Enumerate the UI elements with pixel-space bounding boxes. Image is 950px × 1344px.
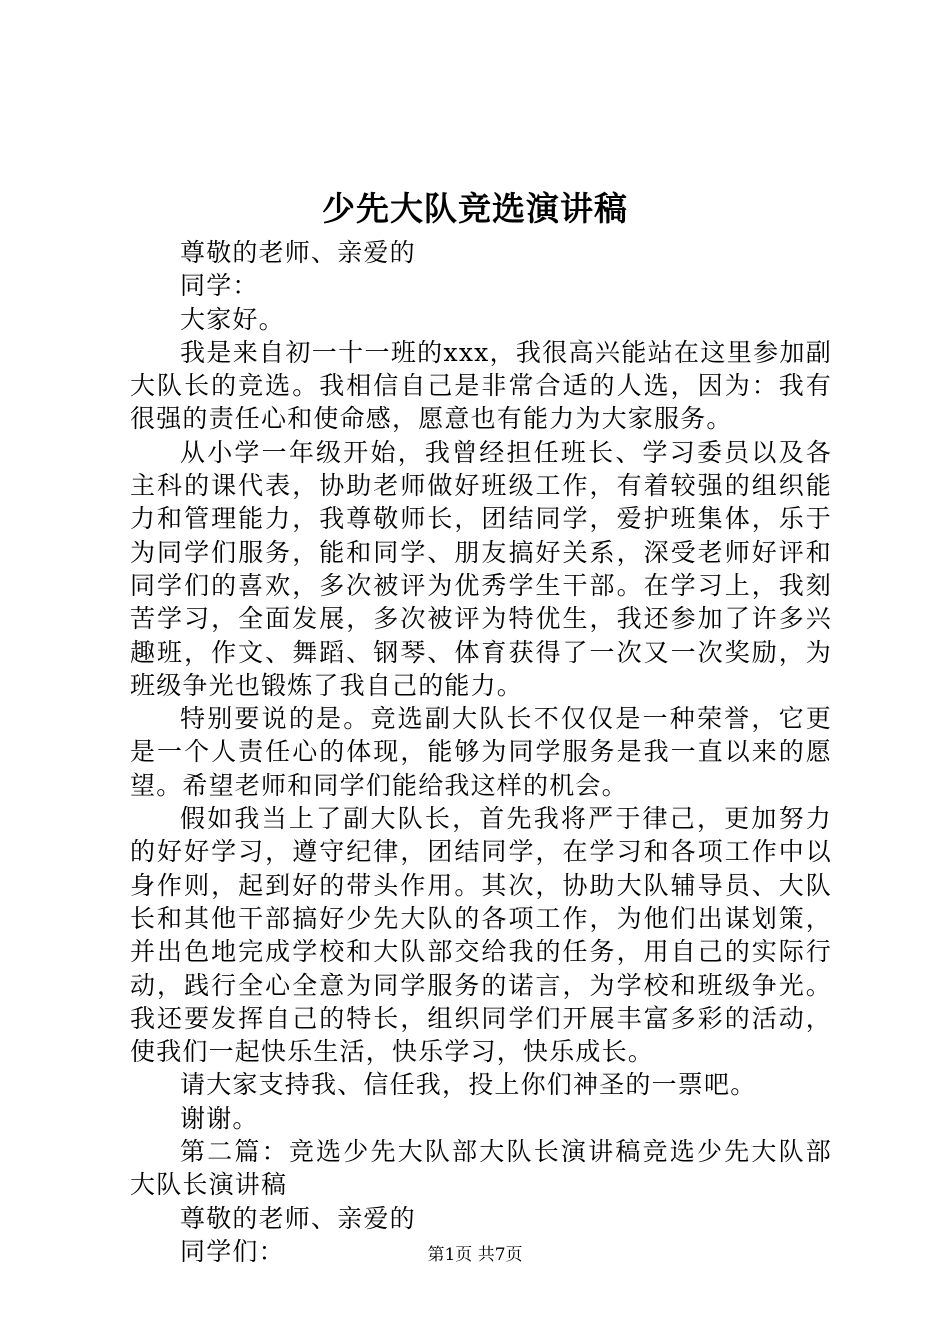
paragraph-salutation: 尊敬的老师、亲爱的	[180, 238, 416, 267]
paragraph-second-article-heading: 第二篇：竞选少先大队部大队长演讲稿竞选少先大队部大队长演讲稿	[130, 1137, 832, 1200]
paragraph-appeal: 请大家支持我、信任我，投上你们神圣的一票吧。	[180, 1070, 757, 1100]
paragraph-greeting: 大家好。	[180, 304, 285, 334]
paragraph-motivation: 特别要说的是。竞选副大队长不仅仅是一种荣誉，它更是一个人责任心的体现，能够为同学服务是我一直以来的愿望。希望老师和同学们能给我这样的机会。	[130, 704, 832, 800]
document-body	[130, 236, 832, 1268]
paragraph-salutation-2: 同学：	[180, 271, 259, 301]
page-number-footer: 第1页 共7页	[427, 1245, 523, 1265]
document-title: 少先大队竞选演讲稿	[322, 189, 628, 228]
paragraph-introduction: 我是来自初一十一班的xxx，我很高兴能站在这里参加副大队长的竞选。我相信自己是非常合适的人选，因为：我有很强的责任心和使命感，愿意也有能力为大家服务。	[130, 337, 832, 434]
paragraph-plans: 假如我当上了副大队长，首先我将严于律己，更加努力的好好学习，遵守纪律，团结同学，在学习和各项工作中以身作则，起到好的带头作用。其次，协助大队辅导员、大队长和其他干部搞好少先大队的各项工作，为他们出谋划策，并出色地完成学校和大队部交给我的任务，用自己的实际行动，践行全心全意为同学服务的诺言，为学校和班级争光。我还要发挥自己的特长，组织同学们开展丰富多彩的活动，使我们一起快乐生活，快乐学习，快乐成长。	[130, 804, 832, 1067]
paragraph-second-salutation-2: 同学们：	[180, 1236, 285, 1266]
paragraph-second-salutation: 尊敬的老师、亲爱的	[180, 1203, 416, 1233]
paragraph-thanks: 谢谢。	[180, 1103, 259, 1133]
paragraph-experience: 从小学一年级开始，我曾经担任班长、学习委员以及各主科的课代表，协助老师做好班级工作，有着较强的组织能力和管理能力，我尊敬师长，团结同学，爱护班集体，乐于为同学们服务，能和同学、朋友搞好关系，深受老师好评和同学们的喜欢，多次被评为优秀学生干部。在学习上，我刻苦学习，全面发展，多次被评为特优生，我还参加了许多兴趣班，作文、舞蹈、钢琴、体育获得了一次又一次奖励，为班级争光也锻炼了我自己的能力。	[130, 437, 832, 700]
